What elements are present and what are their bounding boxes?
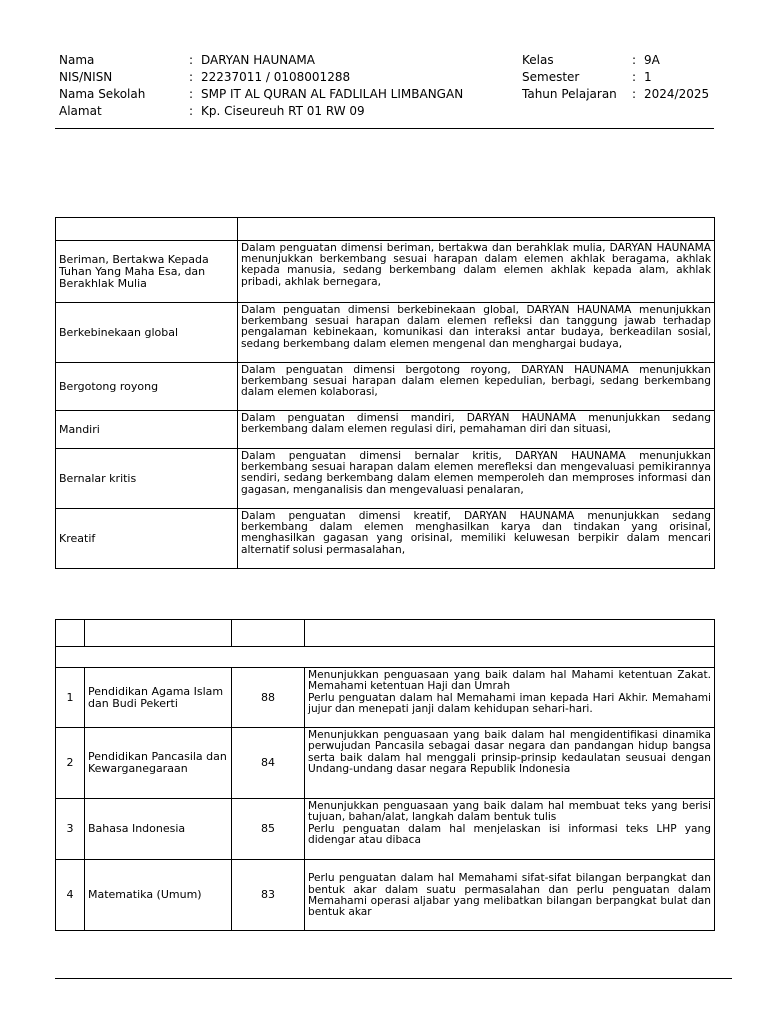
colon: : bbox=[632, 70, 637, 84]
description-text: Menunjukkan penguasaan yang baik dalam hal Mahami ketentuan Zakat. Memahami ketentuan Haji dan Umrah Perlu penguatan dalam hal Memahami iman kepada Hari Akhir. Memahami jujur dan menepati janji dalam kehidupan sehari-hari. bbox=[308, 669, 711, 716]
colon: : bbox=[189, 87, 194, 101]
header-cell bbox=[56, 620, 85, 647]
semester-label: Semester bbox=[522, 70, 580, 84]
row-number: 1 bbox=[56, 668, 85, 728]
header-cell bbox=[305, 620, 715, 647]
subject-score: 83 bbox=[232, 860, 305, 931]
school-value: SMP IT AL QURAN AL FADLILAH LIMBANGAN bbox=[201, 87, 464, 101]
dimension-description: Dalam penguatan dimensi beriman, bertakwa dan berahklak mulia, DARYAN HAUNAMA menunjukkan berkembang sesuai harapan dalam elemen akhlak beragama, akhlak kepada manusia, sedang berkembang dalam elemen akhlak kepada alam, akhlak pribadi, akhlak bernegara, bbox=[238, 241, 715, 303]
school-label: Nama Sekolah bbox=[59, 87, 146, 101]
name-value: DARYAN HAUNAMA bbox=[201, 53, 315, 67]
subject-grades-table bbox=[55, 619, 715, 931]
subject-name: Pendidikan Pancasila dan Kewarganegaraan bbox=[85, 728, 232, 799]
description-text: Menunjukkan penguasaan yang baik dalam hal membuat teks yang berisi tujuan, bahan/alat, langkah dalam bentuk tulis Perlu penguatan dalam hal menjelaskan isi informasi teks LHP yang didengar atau dibaca bbox=[308, 800, 711, 847]
table-row bbox=[56, 411, 715, 449]
dimension-description: Dalam penguatan dimensi berkebinekaan global, DARYAN HAUNAMA menunjukkan berkembang sesuai harapan dalam elemen refleksi dan tanggung jawab terhadap pengalaman kebinekaan, komunikasi dan interaksi antar budaya, berkeadilan sosial, sedang berkembang dalam elemen mengenal dan menghargai budaya, bbox=[238, 303, 715, 363]
header-cell bbox=[238, 218, 715, 241]
group-header-row bbox=[56, 647, 715, 668]
profile-dimension-table bbox=[55, 217, 715, 569]
dimension-cell: Kreatif bbox=[56, 509, 238, 569]
table-row bbox=[56, 303, 715, 363]
header-cell bbox=[56, 218, 238, 241]
year-value: 2024/2025 bbox=[644, 87, 710, 101]
table-row bbox=[56, 449, 715, 509]
header-cell bbox=[232, 620, 305, 647]
subject-name: Matematika (Umum) bbox=[85, 860, 232, 931]
dimension-cell: Bernalar kritis bbox=[56, 449, 238, 509]
nis-value: 22237011 / 0108001288 bbox=[201, 70, 351, 84]
subject-score: 88 bbox=[232, 668, 305, 728]
table-header-row bbox=[56, 218, 715, 241]
address-value: Kp. Ciseureuh RT 01 RW 09 bbox=[201, 104, 365, 118]
subject-description bbox=[305, 728, 715, 799]
colon: : bbox=[632, 53, 637, 67]
row-number: 4 bbox=[56, 860, 85, 931]
footer-divider bbox=[55, 978, 732, 979]
address-label: Alamat bbox=[59, 104, 102, 118]
row-number: 2 bbox=[56, 728, 85, 799]
dimension-cell: Bergotong royong bbox=[56, 363, 238, 411]
colon: : bbox=[189, 53, 194, 67]
colon: : bbox=[189, 70, 194, 84]
table-row bbox=[56, 860, 715, 931]
class-label: Kelas bbox=[522, 53, 554, 67]
table-row bbox=[56, 241, 715, 303]
table-row bbox=[56, 728, 715, 799]
table-row bbox=[56, 668, 715, 728]
header-cell bbox=[85, 620, 232, 647]
group-header-cell bbox=[56, 647, 715, 668]
dimension-description: Dalam penguatan dimensi mandiri, DARYAN HAUNAMA menunjukkan sedang berkembang dalam elemen regulasi diri, pemahaman diri dan situasi, bbox=[238, 411, 715, 449]
semester-value: 1 bbox=[644, 70, 652, 84]
dimension-description: Dalam penguatan dimensi kreatif, DARYAN HAUNAMA menunjukkan sedang berkembang dalam elemen menghasilkan karya dan tindakan yang orisinal, menghasilkan gagasan yang orisinal, memiliki keluwesan berpikir dalam mencari alternatif solusi permasalahan, bbox=[238, 509, 715, 569]
subject-description bbox=[305, 860, 715, 931]
subject-name: Pendidikan Agama Islam dan Budi Pekerti bbox=[85, 668, 232, 728]
class-value: 9A bbox=[644, 53, 660, 67]
table-row bbox=[56, 363, 715, 411]
dimension-description: Dalam penguatan dimensi bergotong royong, DARYAN HAUNAMA menunjukkan berkembang sesuai harapan dalam elemen kepedulian, berbagi, sedang berkembang dalam elemen kolaborasi, bbox=[238, 363, 715, 411]
row-number: 3 bbox=[56, 799, 85, 860]
header-divider bbox=[55, 128, 714, 129]
table-row bbox=[56, 799, 715, 860]
year-label: Tahun Pelajaran bbox=[522, 87, 617, 101]
dimension-cell: Beriman, Bertakwa Kepada Tuhan Yang Maha Esa, dan Berakhlak Mulia bbox=[56, 241, 238, 303]
nis-label: NIS/NISN bbox=[59, 70, 113, 84]
subject-description bbox=[305, 799, 715, 860]
subject-score: 85 bbox=[232, 799, 305, 860]
description-text: Menunjukkan penguasaan yang baik dalam hal mengidentifikasi dinamika perwujudan Pancasila sebagai dasar negara dan pandangan hidup bangsa serta baik dalam hal menggali prinsip-prinsip kedaulatan seusuai dengan Undang-undang dasar negara Republik Indonesia bbox=[308, 729, 711, 776]
table-header-row bbox=[56, 620, 715, 647]
subject-name: Bahasa Indonesia bbox=[85, 799, 232, 860]
name-label: Nama bbox=[59, 53, 95, 67]
subject-description bbox=[305, 668, 715, 728]
table-row bbox=[56, 509, 715, 569]
colon: : bbox=[632, 87, 637, 101]
dimension-cell: Berkebinekaan global bbox=[56, 303, 238, 363]
colon: : bbox=[189, 104, 194, 118]
subject-score: 84 bbox=[232, 728, 305, 799]
description-text: Perlu penguatan dalam hal Memahami sifat-sifat bilangan berpangkat dan bentuk akar dalam suatu permasalahan dan perlu penguatan dalam Memahami operasi aljabar yang melibatkan bilangan berpangkat bulat dan bentuk akar bbox=[308, 872, 711, 919]
dimension-description: Dalam penguatan dimensi bernalar kritis, DARYAN HAUNAMA menunjukkan berkembang sesuai harapan dalam elemen merefleksi dan mengevaluasi pemikirannya sendiri, sedang berkembang dalam elemen memperoleh dan memproses informasi dan gagasan, menganalisis dan mengevaluasi penalaran, bbox=[238, 449, 715, 509]
dimension-cell: Mandiri bbox=[56, 411, 238, 449]
